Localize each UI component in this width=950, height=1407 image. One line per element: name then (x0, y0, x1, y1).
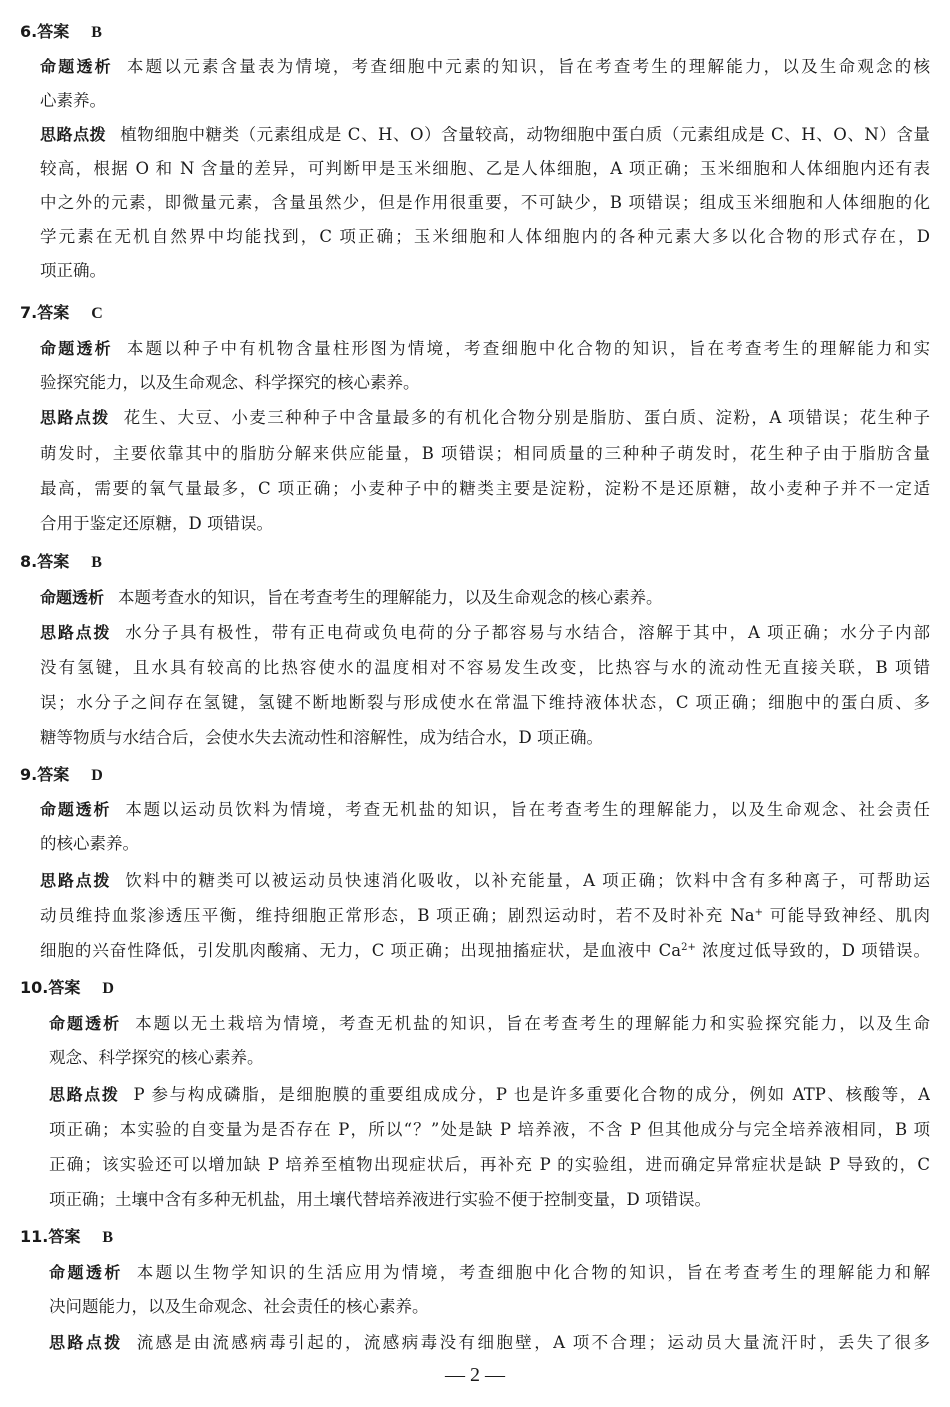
q10-hint-line-4: 项正确；土壤中含有多种无机盐，用土壤代替培养液进行实验不便于控制变量，D 项错误。 (49, 1190, 711, 1209)
q8-analysis-text-1: 本题考查水的知识，旨在考查考生的理解能力，以及生命观念的核心素养。 (118, 588, 663, 607)
q10-number: 10. (20, 978, 49, 997)
q10-answer-heading (20, 976, 114, 1000)
q7-hint-line-2: 萌发时，主要依靠其中的脂肪分解来供应能量，B 项错误；相同质量的三种种子萌发时，花生种子由于脂肪含量 (40, 444, 930, 463)
q7-answer-heading (20, 301, 103, 325)
q9-hint-line-1 (40, 869, 930, 893)
analysis-label: 命题透析 (40, 588, 105, 607)
q8-analysis-line-1 (40, 586, 663, 610)
q9-analysis-text-1: 本题以运动员饮料为情境，考查无机盐的知识，旨在考查考生的理解能力，以及生命观念、社会责任 (125, 800, 930, 819)
q11-answer-value: B (102, 1229, 114, 1246)
q11-analysis-text-1: 本题以生物学知识的生活应用为情境，考查细胞中化合物的知识，旨在考查考生的理解能力和解 (136, 1263, 930, 1282)
q9-answer-value: D (91, 767, 103, 784)
q10-answer-value: D (102, 980, 114, 997)
q6-hint-line-5: 项正确。 (40, 261, 106, 280)
q6-hint-text-1: 植物细胞中糖类（元素组成是 C、H、O）含量较高，动物细胞中蛋白质（元素组成是 C、H、O、N）含量 (120, 125, 930, 144)
hint-label: 思路点拨 (40, 871, 112, 890)
hint-label: 思路点拨 (40, 125, 107, 144)
hint-label: 思路点拨 (40, 623, 112, 642)
q11-answer-heading (20, 1225, 113, 1249)
q7-hint-line-1 (40, 406, 930, 430)
q10-hint-line-2: 项正确；本实验的自变量为是否存在 P，所以“？”处是缺 P 培养液，不含 P 但其他成分与完全培养液相同，B 项 (49, 1120, 930, 1139)
q10-hint-text-1: P 参与构成磷脂，是细胞膜的重要组成成分，P 也是许多重要化合物的成分，例如 ATP、核酸等，A (133, 1085, 930, 1104)
hint-label: 思路点拨 (49, 1333, 123, 1352)
q6-hint-line-2: 较高，根据 O 和 N 含量的差异，可判断甲是玉米细胞、乙是人体细胞，A 项正确；玉米细胞和人体细胞内还有表 (40, 159, 930, 178)
page-number: — 2 — (445, 1364, 505, 1386)
q9-analysis-line-1 (40, 798, 930, 822)
sodium-charge: + (754, 907, 764, 918)
answer-label: 答案 (48, 1227, 81, 1246)
q10-analysis-line-2: 观念、科学探究的核心素养。 (49, 1048, 264, 1067)
q8-hint-line-2: 没有氢键，且水具有较高的比热容使水的温度相对不容易发生改变，比热容与水的流动性无直接关联，B 项错 (40, 658, 930, 677)
q6-number: 6. (20, 22, 38, 41)
q10-hint-line-1 (49, 1083, 930, 1107)
q6-hint-line-1 (40, 123, 930, 147)
q8-hint-line-4: 糖等物质与水结合后，会使水失去流动性和溶解性，成为结合水，D 项正确。 (40, 728, 603, 747)
q9-number: 9. (20, 765, 38, 784)
answer-label: 答案 (48, 978, 81, 997)
q7-hint-line-4: 合用于鉴定还原糖，D 项错误。 (40, 514, 273, 533)
answer-label: 答案 (37, 22, 70, 41)
q7-hint-text-1: 花生、大豆、小麦三种种子中含量最多的有机化合物分别是脂肪、蛋白质、淀粉，A 项错误；花生种子 (123, 408, 930, 427)
q8-number: 8. (20, 552, 38, 571)
q11-hint-text-1: 流感是由流感病毒引起的，流感病毒没有细胞壁，A 项不合理；运动员大量流汗时，丢失了很多 (136, 1333, 930, 1352)
q7-analysis-text-1: 本题以种子中有机物含量柱形图为情境，考查细胞中化合物的知识，旨在考查考生的理解能力和实 (126, 339, 930, 358)
analysis-label: 命题透析 (49, 1263, 123, 1282)
q8-answer-value: B (91, 554, 102, 571)
calcium-charge: 2+ (681, 942, 696, 953)
q9-hint-text-2: 动员维持血浆渗透压平衡，维持细胞正常形态，B 项正确；剧烈运动时，若不及时补充 Na (40, 906, 755, 925)
q8-answer-heading (20, 550, 102, 574)
answer-label: 答案 (37, 303, 70, 322)
q11-hint-line-1 (49, 1331, 930, 1355)
q10-analysis-line-1 (49, 1012, 930, 1036)
q7-hint-line-3: 最高，需要的氧气量最多，C 项正确；小麦种子中的糖类主要是淀粉，淀粉不是还原糖，故小麦种子并不一定适 (40, 479, 930, 498)
q6-hint-line-3: 中之外的元素，即微量元素，含量虽然少，但是作用很重要，不可缺少，B 项错误；组成玉米细胞和人体细胞的化 (40, 193, 930, 212)
q8-hint-line-3: 误；水分子之间存在氢键，氢键不断地断裂与形成使水在常温下维持液体状态，C 项正确；细胞中的蛋白质、多 (40, 693, 930, 712)
q7-analysis-line-2: 验探究能力，以及生命观念、科学探究的核心素养。 (40, 373, 420, 392)
q6-analysis-line-1 (40, 55, 930, 79)
q6-analysis-text-1: 本题以元素含量表为情境，考查细胞中元素的知识，旨在考查考生的理解能力，以及生命观念的核 (126, 57, 930, 76)
q9-answer-heading (20, 763, 103, 787)
q10-analysis-text-1: 本题以无土栽培为情境，考查无机盐的知识，旨在考查考生的理解能力和实验探究能力，以及生命 (135, 1014, 930, 1033)
q8-hint-text-1: 水分子具有极性，带有正电荷或负电荷的分子都容易与水结合，溶解于其中，A 项正确；水分子内部 (125, 623, 930, 642)
q10-hint-line-3: 正确；该实验还可以增加缺 P 培养至植物出现症状后，再补充 P 的实验组，进而确定异常症状是缺 P 导致的，C (49, 1155, 930, 1174)
q6-hint-line-4: 学元素在无机自然界中均能找到，C 项正确；玉米细胞和人体细胞内的各种元素大多以化合物的形式存在，D (40, 227, 930, 246)
q7-answer-value: C (91, 305, 103, 322)
q9-hint-text-3: 细胞的兴奋性降低，引发肌肉酸痛、无力，C 项正确；出现抽搐症状，是血液中 Ca (40, 941, 682, 960)
q9-hint-text-1: 饮料中的糖类可以被运动员快速消化吸收，以补充能量，A 项正确；饮料中含有多种离子，可帮助运 (125, 871, 930, 890)
answer-label: 答案 (37, 552, 70, 571)
q9-hint-text-3-tail: 浓度过低导致的，D 项错误。 (695, 941, 930, 960)
q11-number: 11. (20, 1227, 49, 1246)
q11-analysis-line-1 (49, 1261, 930, 1285)
analysis-label: 命题透析 (40, 800, 112, 819)
q8-hint-line-1 (40, 621, 930, 645)
hint-label: 思路点拨 (40, 408, 110, 427)
analysis-label: 命题透析 (49, 1014, 122, 1033)
q6-analysis-line-2: 心素养。 (40, 91, 106, 110)
q6-answer-value: B (91, 24, 102, 41)
analysis-label: 命题透析 (40, 57, 113, 76)
q9-analysis-line-2: 的核心素养。 (40, 834, 139, 853)
q9-hint-text-2-tail: 可能导致神经、肌肉 (763, 906, 930, 925)
q9-hint-line-3 (40, 939, 930, 963)
q11-analysis-line-2: 决问题能力，以及生命观念、社会责任的核心素养。 (49, 1297, 429, 1316)
analysis-label: 命题透析 (40, 339, 113, 358)
q7-number: 7. (20, 303, 38, 322)
q6-answer-heading (20, 20, 102, 44)
q7-analysis-line-1 (40, 337, 930, 361)
q9-hint-line-2 (40, 904, 930, 928)
answer-label: 答案 (37, 765, 70, 784)
hint-label: 思路点拨 (49, 1085, 120, 1104)
